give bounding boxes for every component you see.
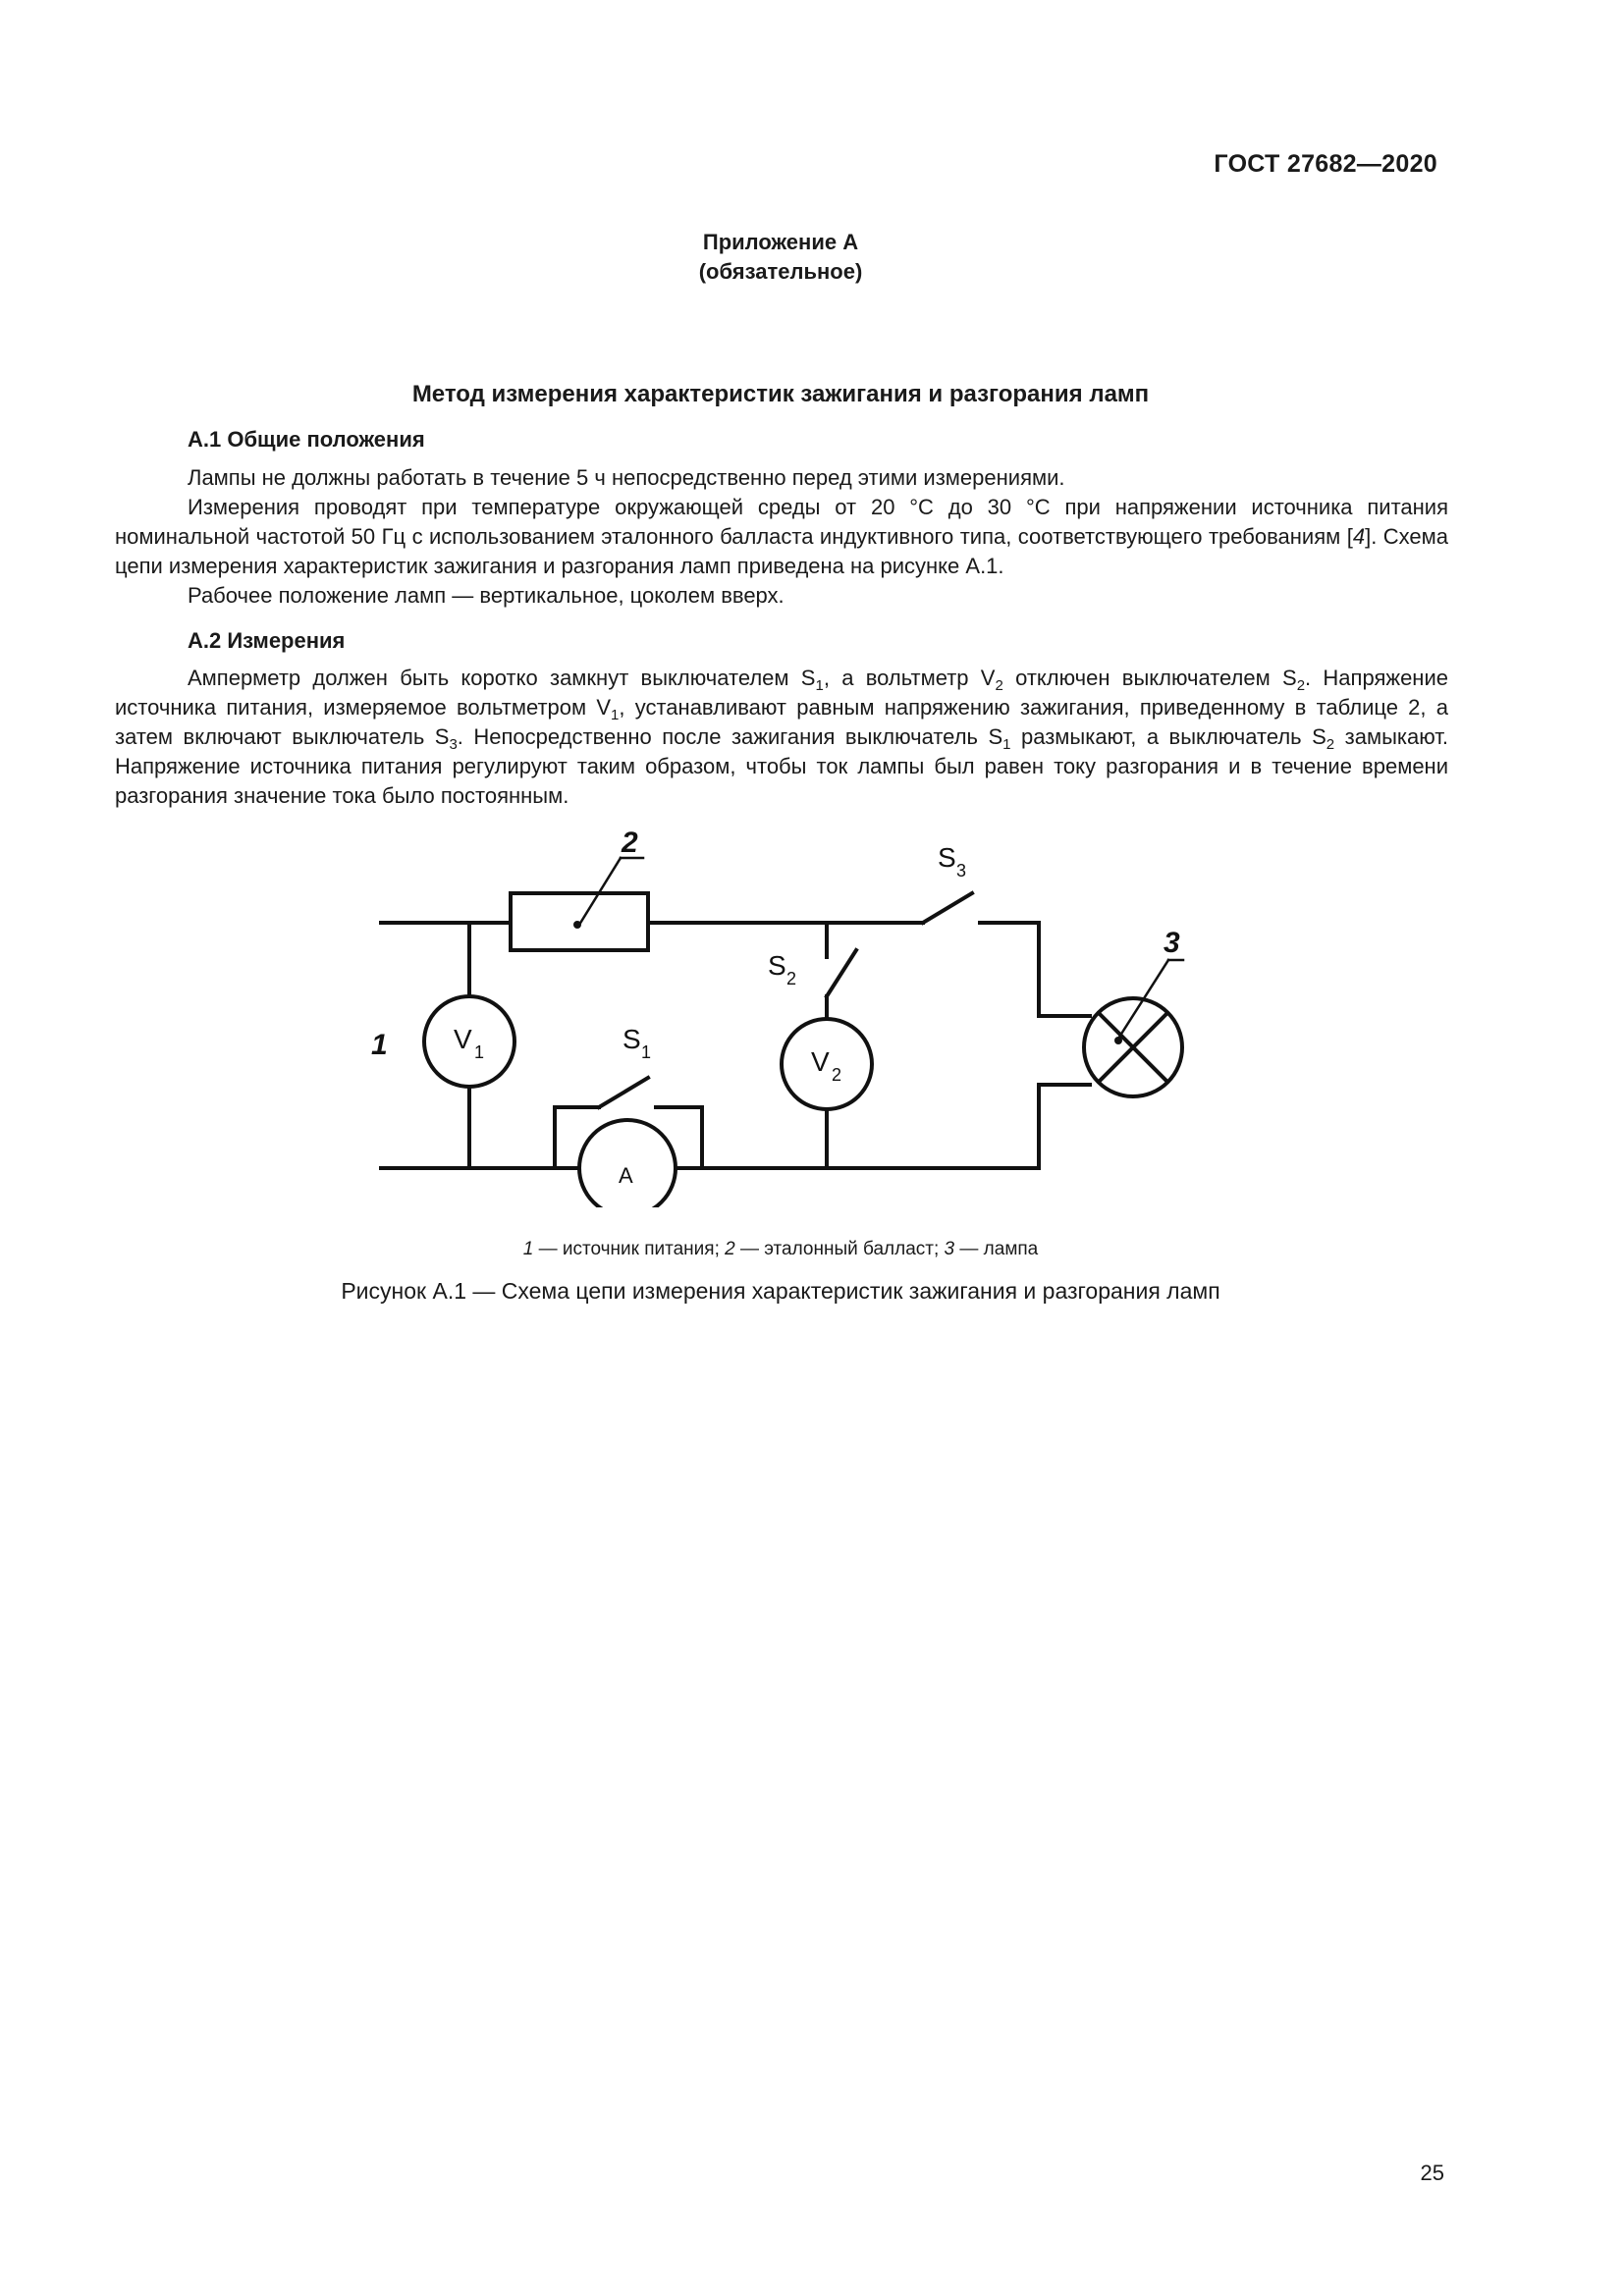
paragraph-text: Лампы не должны работать в течение 5 ч непосредственно перед этими измерениями. xyxy=(188,465,1065,490)
document-code: ГОСТ 27682—2020 xyxy=(1214,150,1437,178)
legend-text: — лампа xyxy=(954,1239,1039,1259)
section-heading-a1: А.1 Общие положения xyxy=(188,427,425,452)
v1-label: V xyxy=(454,1024,472,1054)
leader-dot xyxy=(573,921,581,929)
subscript: 1 xyxy=(815,677,824,694)
s2-subscript: 2 xyxy=(786,969,797,988)
subscript: 3 xyxy=(449,736,458,753)
paragraph-text: Рабочее положение ламп — вертикальное, цоколем вверх. xyxy=(188,583,785,608)
text-run: размыкают, а выключатель S xyxy=(1010,724,1326,749)
text-run: , а вольтметр V xyxy=(823,666,996,690)
switch-s2-arm xyxy=(827,950,856,996)
label-ballast-number: 2 xyxy=(622,827,638,859)
page-number: 25 xyxy=(1420,2161,1444,2185)
subscript: 2 xyxy=(1326,736,1335,753)
paragraph xyxy=(115,493,1448,581)
legend-text: — источник питания; xyxy=(533,1239,726,1259)
annex-status: (обязательное) xyxy=(698,259,863,284)
v2-label: V xyxy=(811,1046,830,1077)
subscript: 2 xyxy=(1296,677,1306,694)
text-run: . Непосредственно после зажигания выключатель S xyxy=(457,724,1003,749)
subscript: 1 xyxy=(1002,736,1011,753)
figure-caption: Рисунок А.1 — Схема цепи измерения характеристик зажигания и разгорания ламп xyxy=(341,1278,1220,1304)
s1-label: S xyxy=(623,1024,641,1054)
v2-subscript: 2 xyxy=(832,1065,842,1085)
text-run: замыкают. Напряжение источника питания регулируют таким образом, чтобы ток лампы был равен току разгорания и в течение времени разгорания значение тока было постоянным. xyxy=(115,724,1448,808)
section-a2-text xyxy=(115,664,1448,811)
ammeter-label: А xyxy=(619,1163,633,1188)
circuit-diagram xyxy=(363,815,1208,1207)
s2-label: S xyxy=(768,950,786,981)
subscript: 2 xyxy=(995,677,1003,694)
text-run: , устанавливают равным напряжению зажигания, приведенному в таблице 2, а затем включают выключатель S xyxy=(115,695,1448,749)
v1-subscript: 1 xyxy=(474,1042,485,1062)
s3-label: S xyxy=(938,842,956,873)
switch-s1-arm xyxy=(599,1078,648,1107)
annex-title: Приложение А xyxy=(702,230,859,254)
figure-legend xyxy=(0,1239,1561,1260)
section-a1-text xyxy=(115,463,1448,611)
s3-subscript: 3 xyxy=(956,861,967,881)
paragraph xyxy=(115,463,1448,493)
subscript: 1 xyxy=(611,707,620,723)
paragraph-text: Измерения проводят при температуре окружающей среды от 20 °С до 30 °С при напряжении источника питания номинальной частотой 50 Гц с использованием эталонного балласта индуктивного типа, соответствующего требованиям [ xyxy=(115,495,1448,549)
label-source-number: 1 xyxy=(371,1029,388,1061)
text-run: . Напряжение источника питания, измеряемое вольтметром V xyxy=(115,666,1448,720)
paragraph xyxy=(115,581,1448,611)
paragraph xyxy=(115,664,1448,811)
leader-dot xyxy=(1114,1037,1122,1044)
main-title: Метод измерения характеристик зажигания и разгорания ламп xyxy=(411,381,1150,407)
s1-subscript: 1 xyxy=(641,1042,652,1062)
legend-number: 1 xyxy=(522,1239,534,1259)
legend-number: 2 xyxy=(725,1239,735,1259)
text-run: отключен выключателем S xyxy=(1002,666,1297,690)
label-lamp-number: 3 xyxy=(1164,927,1180,959)
paragraph-text: ]. Схема цепи измерения характеристик зажигания и разгорания ламп приведена на рисунке А.1. xyxy=(115,524,1448,578)
legend-number: 3 xyxy=(944,1239,955,1259)
switch-s3-arm xyxy=(923,893,972,923)
legend-text: — эталонный балласт; xyxy=(734,1239,945,1259)
reference-number: 4 xyxy=(1352,524,1366,549)
section-heading-a2: А.2 Измерения xyxy=(188,628,346,653)
text-run: Амперметр должен быть коротко замкнут выключателем S xyxy=(188,666,816,690)
